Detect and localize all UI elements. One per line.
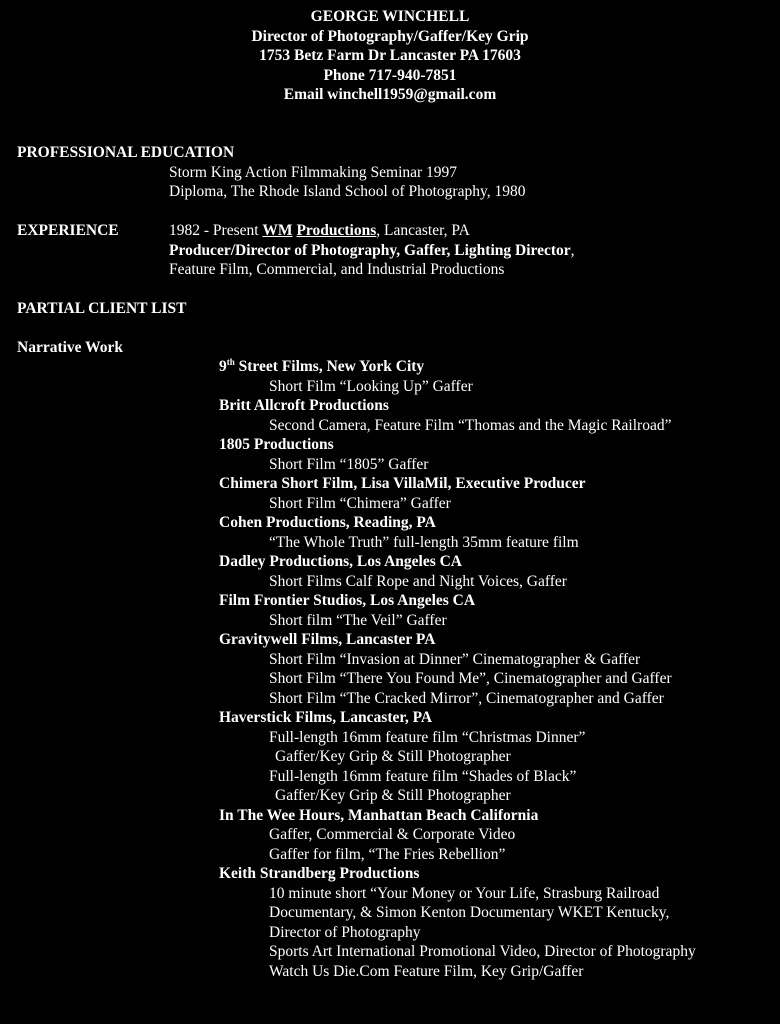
client-name-rest: Street Films, New York City (234, 358, 425, 375)
client-name: 1805 Productions (219, 436, 334, 453)
client-number: 9 (219, 358, 227, 375)
email: Email winchell1959@gmail.com (283, 86, 497, 103)
job-title: Director of Photography/Gaffer/Key Grip (251, 27, 529, 45)
client-name: Film Frontier Studios, Los Angeles CA (219, 592, 476, 609)
client-detail: Documentary, & Simon Kenton Documentary WKET Kentucky, (269, 904, 670, 921)
experience-period: 1982 - Present (169, 222, 259, 239)
client-detail: Short Film “The Cracked Mirror”, Cinematographer and Gaffer (269, 689, 664, 707)
client-detail: Gaffer, Commercial & Corporate Video (269, 826, 516, 843)
experience-company-line (169, 221, 470, 241)
client-detail: Short Film “Invasion at Dinner” Cinematographer & Gaffer (269, 650, 641, 668)
experience-roles-suffix: , (570, 242, 575, 259)
client-detail: Short Films Calf Rope and Night Voices, Gaffer (269, 572, 567, 590)
client-name: Cohen Productions, Reading, PA (219, 514, 436, 531)
client-detail: Gaffer/Key Grip & Still Photographer (275, 787, 511, 804)
client-detail: Short Film “Chimera” Gaffer (269, 494, 451, 512)
ordinal-suffix: th (226, 357, 235, 367)
name-heading: GEORGE WINCHELL (310, 8, 470, 25)
client-name: Gravitywell Films, Lancaster PA (219, 631, 436, 648)
company-wm: WM (262, 222, 293, 239)
education-item: Diploma, The Rhode Island School of Photography, 1980 (169, 183, 526, 200)
resume-header (0, 7, 780, 105)
client-detail: Director of Photography (269, 923, 421, 941)
experience-location: , Lancaster, PA (376, 222, 470, 239)
address: 1753 Betz Farm Dr Lancaster PA 17603 (259, 47, 521, 64)
education-item: Storm King Action Filmmaking Seminar 1997 (169, 164, 458, 181)
client-detail: Full-length 16mm feature film “Christmas Dinner” (269, 728, 586, 746)
experience-roles: Producer/Director of Photography, Gaffer, Lighting Director (169, 242, 571, 259)
client-detail: Sports Art International Promotional Video, Director of Photography (269, 943, 696, 960)
client-detail: Watch Us Die.Com Feature Film, Key Grip/Gaffer (269, 962, 584, 980)
client-detail: Gaffer for film, “The Fries Rebellion” (269, 845, 506, 863)
education-heading: PROFESSIONAL EDUCATION (17, 144, 235, 161)
client-detail: Short Film “1805” Gaffer (269, 455, 429, 473)
client-name: Chimera Short Film, Lisa VillaMil, Executive Producer (219, 475, 586, 492)
client-detail: Full-length 16mm feature film “Shades of Black” (269, 767, 577, 785)
client-detail: “The Whole Truth” full-length 35mm feature film (269, 533, 579, 551)
client-list-heading: PARTIAL CLIENT LIST (17, 300, 187, 317)
experience-types: Feature Film, Commercial, and Industrial Productions (169, 261, 505, 278)
client-detail: Short Film “Looking Up” Gaffer (269, 377, 473, 395)
client-name: Britt Allcroft Productions (219, 397, 389, 414)
client-detail: Second Camera, Feature Film “Thomas and the Magic Railroad” (269, 416, 672, 434)
client-name: Dadley Productions, Los Angeles CA (219, 553, 462, 570)
narrative-work-heading: Narrative Work (17, 339, 124, 356)
client-name: Haverstick Films, Lancaster, PA (219, 709, 433, 726)
client-detail: Gaffer/Key Grip & Still Photographer (275, 748, 511, 765)
client-lines (219, 377, 696, 982)
client-detail: Short film “The Veil” Gaffer (269, 611, 447, 629)
client-list (219, 357, 696, 981)
client-name (219, 357, 696, 377)
company-productions: Productions (296, 222, 377, 239)
client-name: In The Wee Hours, Manhattan Beach California (219, 806, 539, 824)
client-name: Keith Strandberg Productions (219, 865, 420, 882)
experience-roles-line (169, 241, 575, 261)
client-detail: 10 minute short “Your Money or Your Life, Strasburg Railroad (269, 884, 660, 902)
experience-heading: EXPERIENCE (17, 222, 119, 239)
phone: Phone 717-940-7851 (323, 66, 457, 84)
client-detail: Short Film “There You Found Me”, Cinematographer and Gaffer (269, 670, 672, 687)
